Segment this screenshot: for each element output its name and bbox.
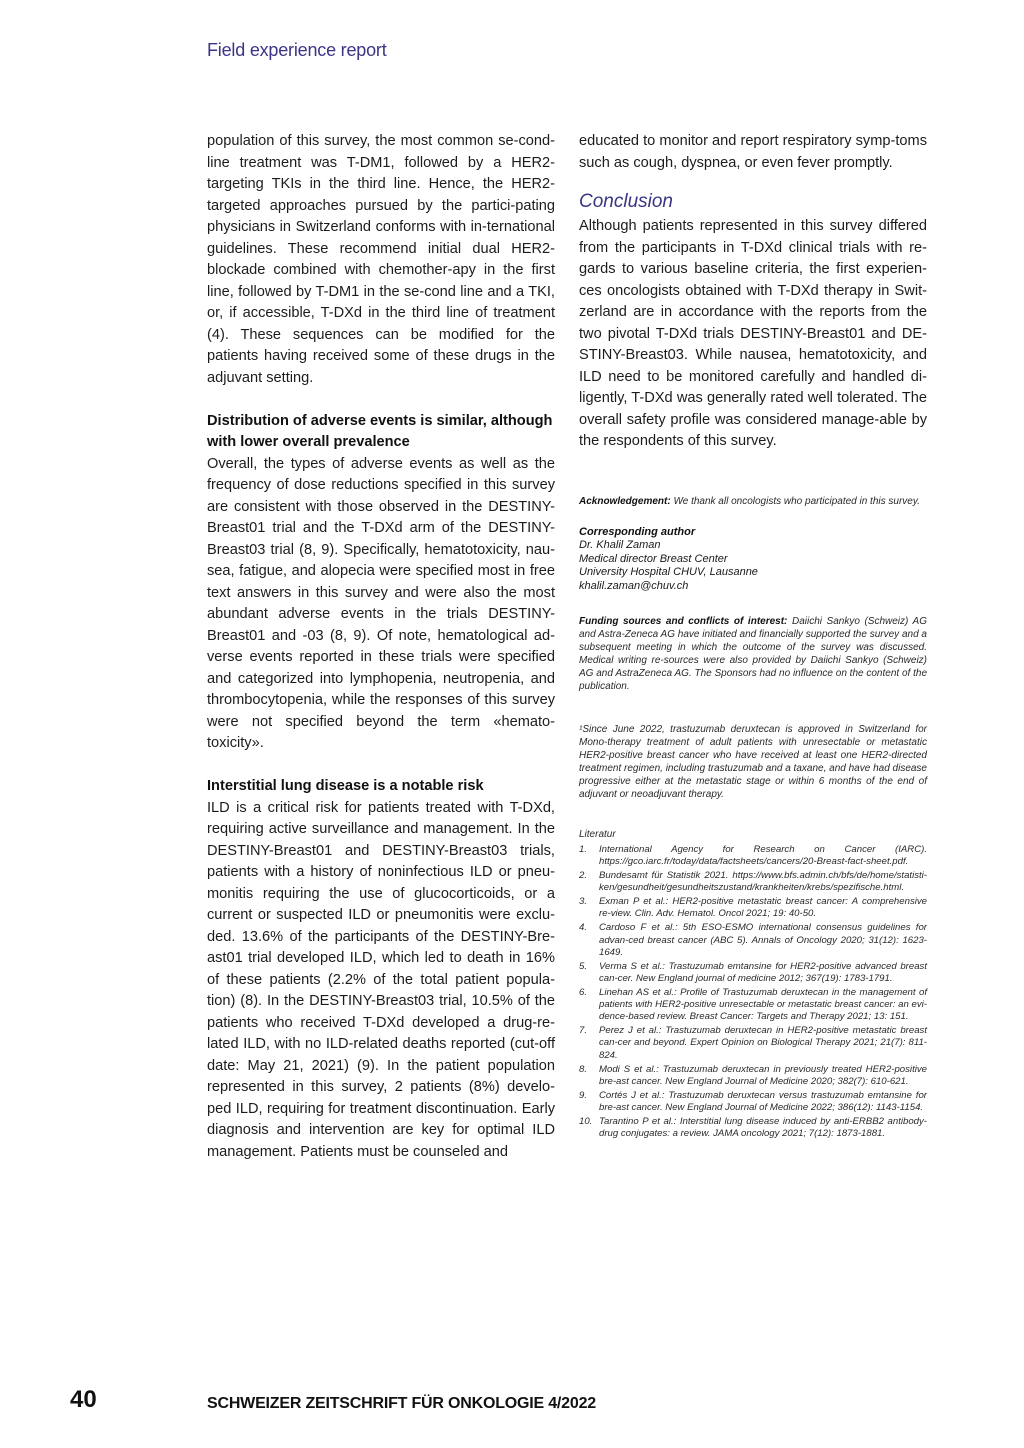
- reference-item: 6. Linehan AS et al.: Profile of Trastuzumab deruxtecan in the management of patients with HER2-positive unresectable or metastatic breast cancer: an evi-dence-based review. Breast Cancer: Targets and Therapy 2021; 13: 151.: [579, 986, 927, 1023]
- subheading: Interstitial lung disease is a notable risk: [207, 778, 484, 794]
- conclusion-paragraph: Although patients represented in this survey differed from the participants in T-DXd clinical trials with re-gards to various baseline criteria, the first experien-ces oncologists obtained with T-DXd therapy in Swit-zerland are in accordance with the reports from the two pivotal T-DXd trials DESTINY-Breast01 and DE-STINY-Breast03. While nausea, hematotoxicity, and ILD need to be monitored carefully and handled di-ligently, T-DXd was generally rated well tolerated. The overall safety profile was considered manage-able by the respondents of this survey.: [579, 218, 927, 449]
- subheading: Distribution of adverse events is similar, although with lower overall prevalence: [207, 412, 553, 450]
- author-name: Dr. Khalil Zaman: [579, 539, 661, 551]
- reference-item: 8. Modi S et al.: Trastuzumab deruxtecan in previously treated HER2-positive bre-ast cancer. New England Journal of Medicine 2020; 382(7): 610-621.: [579, 1063, 927, 1087]
- reference-item: 9. Cortés J et al.: Trastuzumab deruxtecan versus trastuzumab emtansine for bre-ast cancer. New England Journal of Medicine 2022; 386(12): 1143-1154.: [579, 1089, 927, 1113]
- reference-item: 3. Exman P et al.: HER2-positive metastatic breast cancer: A comprehensive re-view. Clin. Adv. Hematol. Oncol 2021; 19: 40-50.: [579, 896, 927, 920]
- page-number: 40: [70, 1386, 97, 1413]
- body-paragraph: population of this survey, the most common se-cond-line treatment was T-DM1, followed by a HER2-targeting TKIs in the third line. Hence, the HER2-targeted approaches pursued by the partici-pating physicians in Switzerland conforms with in-ternational guidelines. These recommend initial dual HER2-blockade combined with chemother-apy in the first line, followed by T-DM1 in the se-cond line and a TKI, or, if accessible, T-DXd in the third line of treatment (4). These sequences can be modified for the patients having received some of these drugs in the adjuvant setting.: [207, 133, 555, 386]
- reference-list: [579, 844, 927, 1140]
- reference-item: 5. Verma S et al.: Trastuzumab emtansine for HER2-positive advanced breast can-cer. New England journal of medicine 2012; 367(19): 1783-1791.: [579, 960, 927, 984]
- conclusion-heading: Conclusion: [579, 191, 673, 212]
- acknowledgement: [579, 495, 927, 508]
- reference-item: 2. Bundesamt für Statistik 2021. https://www.bfs.admin.ch/bfs/de/home/statisti-ken/gesundheit/gesundheitszustand/krankheiten/krebs/spezifische.html.: [579, 870, 927, 894]
- approval-footnote: ¹Since June 2022, trastuzumab deruxtecan is approved in Switzerland for Mono-therapy treatment of adult patients with unresectable or metastatic HER2-positive breast cancer who have received at least one HER2-directed treatment regimen, including trastuzumab and a taxane, and have had disease progressive either at the metastatic stage or within 6 months of the end of adjuvant or neoadjuvant therapy.: [579, 724, 927, 800]
- reference-item: 1. International Agency for Research on Cancer (IARC). https://gco.iarc.fr/today/data/factsheets/cancers/20-Breast-fact-sheet.pdf.: [579, 844, 927, 868]
- author-role: Medical director Breast Center: [579, 552, 728, 565]
- author-institution: University Hospital CHUV, Lausanne: [579, 566, 758, 578]
- journal-title: SCHWEIZER ZEITSCHRIFT FÜR ONKOLOGIE 4/2022: [207, 1395, 596, 1412]
- body-paragraph: educated to monitor and report respiratory symp-toms such as cough, dyspnea, or even fever promptly.: [579, 133, 927, 171]
- corresponding-author: [579, 526, 927, 594]
- references-title: Literatur: [579, 829, 616, 840]
- funding-text: Daiichi Sankyo (Schweiz) AG and Astra-Zeneca AG have initiated and financially supported the survey and a subsequent meeting in which the outcome of the survey was discussed. Medical writing re-sources were also provided by Daiichi Sankyo (Schweiz) AG and AstraZeneca AG. The Sponsors had no influence on the content of the publication.: [579, 616, 927, 692]
- right-column: [579, 131, 927, 1142]
- section-header: Field experience report: [207, 40, 387, 60]
- funding-label: Funding sources and conflicts of interest:: [579, 616, 788, 627]
- author-email[interactable]: khalil.zaman@chuv.ch: [579, 579, 689, 592]
- funding-disclosure: [579, 615, 927, 693]
- reference-item: 4. Cardoso F et al.: 5th ESO-ESMO international consensus guidelines for advan-ced breast cancer (ABC 5). Annals of Oncology 2020; 31(12): 1623-1649.: [579, 922, 927, 958]
- corresponding-author-title: Corresponding author: [579, 525, 696, 538]
- reference-item: 10. Tarantino P et al.: Interstitial lung disease induced by anti-ERBB2 antibody-drug conjugates: a review. JAMA oncology 2021; 7(12): 1873-1881.: [579, 1115, 927, 1140]
- body-paragraph: ILD is a critical risk for patients treated with T-DXd, requiring active surveillance and management. In the DESTINY-Breast01 and DESTINY-Breast03 trials, patients with a history of noninfectious ILD or pneu-monitis requiring the use of glucocorticoids, or a current or suspected ILD or pneumonitis were exclu-ded. 13.6% of the participants of the DESTINY-Bre-ast01 trial developed ILD, which led to death in 16% of these patients (2.2% of the total patient popula-tion) (8). In the DESTINY-Breast03 trial, 10.5% of the patients who received T-DXd developed a drug-re-lated ILD, with no ILD-related deaths reported (cut-off date: May 21, 2021) (9). In the patient population represented in this survey, 2 patients (8%) develo-ped ILD, requiring for treatment discontinuation. Early diagnosis and intervention are key for optimal ILD management. Patients must be counseled and: [207, 799, 555, 1160]
- acknowledgement-label: Acknowledgement:: [579, 495, 671, 507]
- reference-item: 7. Perez J et al.: Trastuzumab deruxtecan in HER2-positive metastatic breast can-cer and beyond. Expert Opinion on Biological Therapy 2021; 21(7): 811-824.: [579, 1025, 927, 1061]
- left-column: [207, 131, 555, 1163]
- acknowledgement-text: We thank all oncologists who participated in this survey.: [673, 495, 920, 507]
- body-paragraph: Overall, the types of adverse events as well as the frequency of dose reductions specified in this survey are consistent with those observed in the DESTINY-Breast01 trial and the T-DXd arm of the DESTINY-Breast03 trial (8, 9). Specifically, hematotoxicity, nau-sea, fatigue, and alopecia were specified most in free text answers in this survey and were also the most abundant adverse events in the trials DESTINY-Breast01 and -03 (8, 9). Of note, hematological ad-verse events reported in these trials were specified and categorized into lymphopenia, neutropenia, and thrombocytopenia, while the responses of this survey were not specified beyond the term «hemato-toxicity».: [207, 455, 555, 751]
